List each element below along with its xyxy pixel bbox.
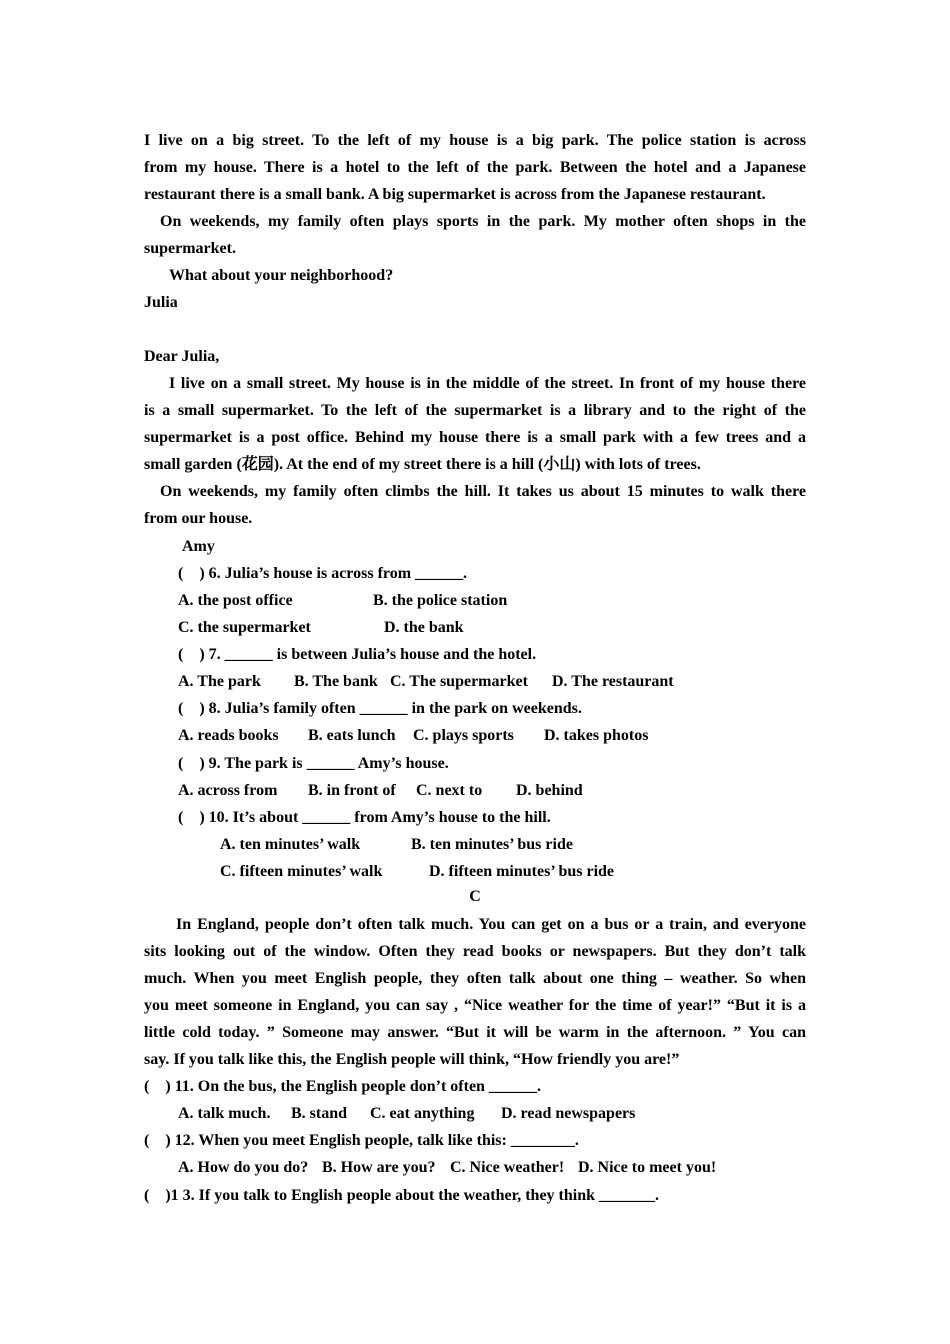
letter2-line: from our house. [144, 510, 253, 527]
q10-option-a: A. ten minutes’ walk [220, 836, 361, 853]
letter2-salutation: Dear Julia, [144, 348, 220, 365]
q9-option-c: C. next to [416, 782, 483, 799]
q7-option-c: C. The supermarket [390, 673, 528, 690]
letter2-line: supermarket is a post office. Behind my house there is a small park with a few trees and a [144, 429, 806, 446]
q11-option-c: C. eat anything [370, 1105, 475, 1122]
letter1-line: supermarket. [144, 240, 236, 257]
section-c-line: much. When you meet English people, they often talk about one thing – weather. So when [144, 970, 806, 987]
letter1-line: What about your neighborhood? [169, 267, 394, 284]
letter1-signature: Julia [144, 294, 178, 311]
q8-option-a: A. reads books [178, 727, 279, 744]
q6-option-b: B. the police station [373, 592, 508, 609]
q9-option-b: B. in front of [308, 782, 396, 799]
question-7: ( ) 7. ______ is between Julia’s house and the hotel. [178, 646, 537, 663]
section-c-heading: C [469, 888, 481, 905]
q11-option-d: D. read newspapers [501, 1105, 636, 1122]
q12-option-c: C. Nice weather! [450, 1159, 565, 1176]
q6-option-a: A. the post office [178, 592, 293, 609]
letter2-signature: Amy [182, 538, 215, 555]
letter1-line: from my house. There is a hotel to the left of the park. Between the hotel and a Japanese [144, 159, 806, 176]
section-c-line: sits looking out of the window. Often they read books or newspapers. But they don’t talk [144, 943, 806, 960]
letter1-line: I live on a big street. To the left of my house is a big park. The police station is across [144, 132, 806, 149]
q7-option-a: A. The park [178, 673, 261, 690]
q12-option-a: A. How do you do? [178, 1159, 309, 1176]
q6-option-c: C. the supermarket [178, 619, 311, 636]
letter2-line: small garden (花园). At the end of my street there is a hill (小山) with lots of trees. [144, 456, 701, 473]
q10-option-b: B. ten minutes’ bus ride [411, 836, 573, 853]
q8-option-d: D. takes photos [544, 727, 649, 744]
q12-option-d: D. Nice to meet you! [578, 1159, 717, 1176]
q10-option-d: D. fifteen minutes’ bus ride [429, 863, 615, 880]
question-9: ( ) 9. The park is ______ Amy’s house. [178, 755, 449, 772]
q12-option-b: B. How are you? [322, 1159, 436, 1176]
q7-option-d: D. The restaurant [552, 673, 674, 690]
q8-option-b: B. eats lunch [308, 727, 396, 744]
question-6: ( ) 6. Julia’s house is across from ______. [178, 565, 468, 582]
question-12: ( ) 12. When you meet English people, talk like this: ________. [144, 1132, 579, 1149]
question-10: ( ) 10. It’s about ______ from Amy’s house to the hill. [178, 809, 551, 826]
letter2-line: On weekends, my family often climbs the hill. It takes us about 15 minutes to walk there [160, 483, 806, 500]
q9-option-a: A. across from [178, 782, 278, 799]
question-11: ( ) 11. On the bus, the English people don’t often ______. [144, 1078, 541, 1095]
letter1-line: restaurant there is a small bank. A big supermarket is across from the Japanese restaurant. [144, 186, 766, 203]
question-13: ( )1 3. If you talk to English people about the weather, they think _______. [144, 1187, 660, 1204]
question-8: ( ) 8. Julia’s family often ______ in the park on weekends. [178, 700, 582, 717]
letter1-line: On weekends, my family often plays sports in the park. My mother often shops in the [160, 213, 806, 230]
section-c-line: In England, people don’t often talk much. You can get on a bus or a train, and everyone [176, 916, 806, 933]
q6-option-d: D. the bank [384, 619, 464, 636]
section-c-line: little cold today. ” Someone may answer. “But it will be warm in the afternoon. ” You can [144, 1024, 806, 1041]
letter2-line: I live on a small street. My house is in the middle of the street. In front of my house there [169, 375, 806, 392]
q9-option-d: D. behind [516, 782, 583, 799]
q10-option-c: C. fifteen minutes’ walk [220, 863, 383, 880]
letter2-line: is a small supermarket. To the left of the supermarket is a library and to the right of the [144, 402, 806, 419]
section-c-line: you meet someone in England, you can say , “Nice weather for the time of year!” “But it is a [144, 997, 806, 1014]
q7-option-b: B. The bank [294, 673, 378, 690]
q11-option-a: A. talk much. [178, 1105, 271, 1122]
q11-option-b: B. stand [291, 1105, 348, 1122]
section-c-line: say. If you talk like this, the English people will think, “How friendly you are!” [144, 1051, 680, 1068]
q8-option-c: C. plays sports [413, 727, 514, 744]
